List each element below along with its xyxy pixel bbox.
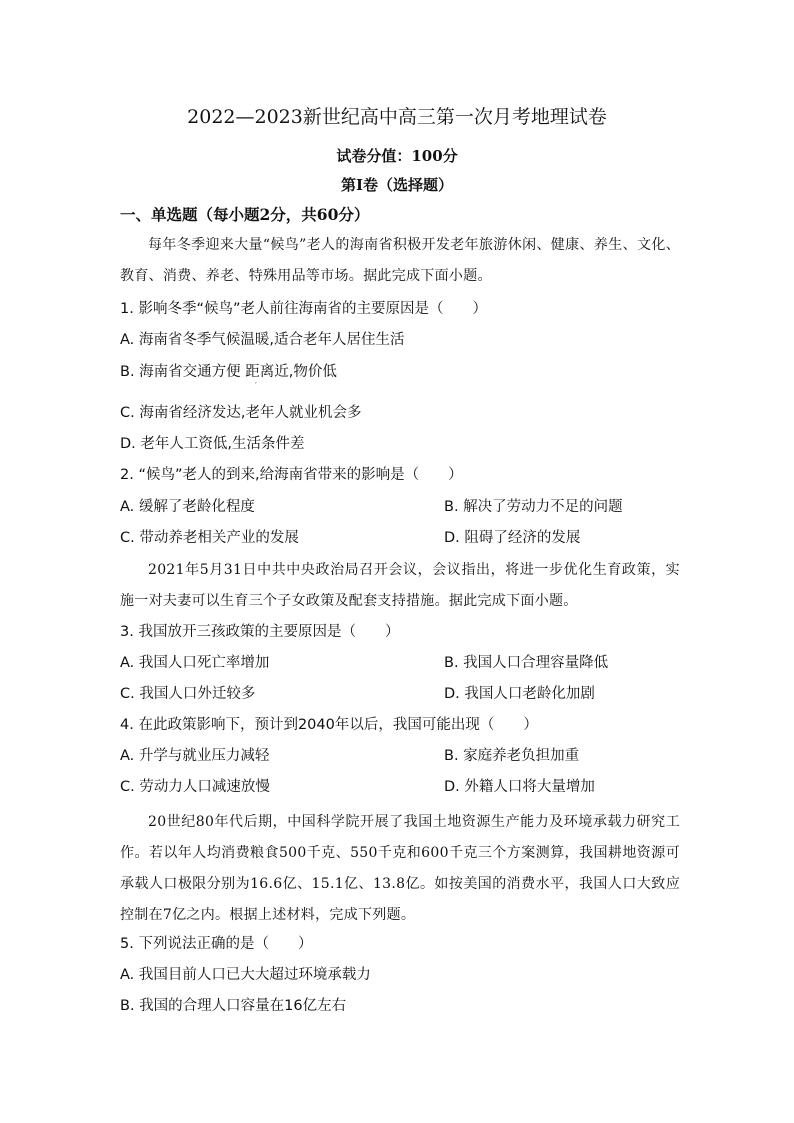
question-4-option-c[interactable]: C. 劳动力人口减速放慢 [120, 779, 270, 795]
question-2-option-b[interactable]: B. 解决了劳动力不足的问题 [444, 499, 623, 515]
question-3-stem: 3. 我国放开三孩政策的主要原因是（ ） [120, 624, 400, 640]
question-1-option-c[interactable]: C. 海南省经济发达,老年人就业机会多 [120, 405, 362, 421]
question-3-option-a[interactable]: A. 我国人口死亡率增加 [120, 655, 270, 671]
exam-score: 试卷分值：100分 [336, 147, 458, 165]
question-1-option-b[interactable]: B. 海南省交通方便 距离近,物价低 [120, 364, 337, 380]
exam-volume: 第Ⅰ卷（选择题） [340, 176, 454, 194]
question-2-option-c[interactable]: C. 带动养老相关产业的发展 [120, 530, 299, 546]
section-heading: 一、单选题（每小题2分，共60分） [120, 205, 370, 224]
question-3-option-b[interactable]: B. 我国人口合理容量降低 [444, 655, 609, 671]
question-5-option-b[interactable]: B. 我国的合理人口容量在16亿左右 [120, 998, 347, 1014]
passage-3: 20世纪80年代后期，中国科学院开展了我国土地资源生产能力及环境承载力研究工作。若以年人均消费粮食500千克、550千克和600千克三个方案测算，我国耕地资源可承载人口极限分别为16.6亿、15.1亿、13.8亿。如按美国的消费水平，我国人口大致应控制在7亿之内。根据上述材料，完成下列题。 [120, 814, 680, 923]
question-1-stem: 1. 影响冬季“候鸟”老人前往海南省的主要原因是（ ） [120, 301, 487, 317]
question-2-option-d[interactable]: D. 阻碍了经济的发展 [444, 530, 581, 546]
exam-title: 2022—2023新世纪高中高三第一次月考地理试卷 [187, 106, 607, 128]
question-4-option-d[interactable]: D. 外籍人口将大量增加 [444, 779, 595, 795]
passage-1: 每年冬季迎来大量“候鸟”老人的海南省积极开发老年旅游休闲、健康、养生、文化、教育、消费、养老、特殊用品等市场。据此完成下面小题。 [120, 237, 680, 284]
question-4-option-a[interactable]: A. 升学与就业压力减轻 [120, 748, 270, 764]
question-3-option-d[interactable]: D. 我国人口老龄化加剧 [444, 686, 595, 702]
question-4-stem: 4. 在此政策影响下，预计到2040年以后，我国可能出现（ ） [120, 717, 538, 733]
question-1-option-a[interactable]: A. 海南省冬季气候温暖,适合老年人居住生活 [120, 332, 405, 348]
question-5-stem: 5. 下列说法正确的是（ ） [120, 936, 313, 952]
question-2-option-a[interactable]: A. 缓解了老龄化程度 [120, 499, 255, 515]
question-1-option-d[interactable]: D. 老年人工资低,生活条件差 [120, 436, 305, 452]
question-5-option-a[interactable]: A. 我国目前人口已大大超过环境承载力 [120, 967, 371, 983]
stray-mark: ′ [255, 381, 257, 390]
question-4-option-b[interactable]: B. 家庭养老负担加重 [444, 748, 580, 764]
question-2-stem: 2. “候鸟”老人的到来,给海南省带来的影响是（ ） [120, 467, 463, 483]
question-3-option-c[interactable]: C. 我国人口外迁较多 [120, 686, 256, 702]
passage-2: 2021年5月31日中共中央政治局召开会议，会议指出，将进一步优化生育政策，实施一对夫妻可以生育三个子女政策及配套支持措施。据此完成下面小题。 [120, 562, 680, 609]
